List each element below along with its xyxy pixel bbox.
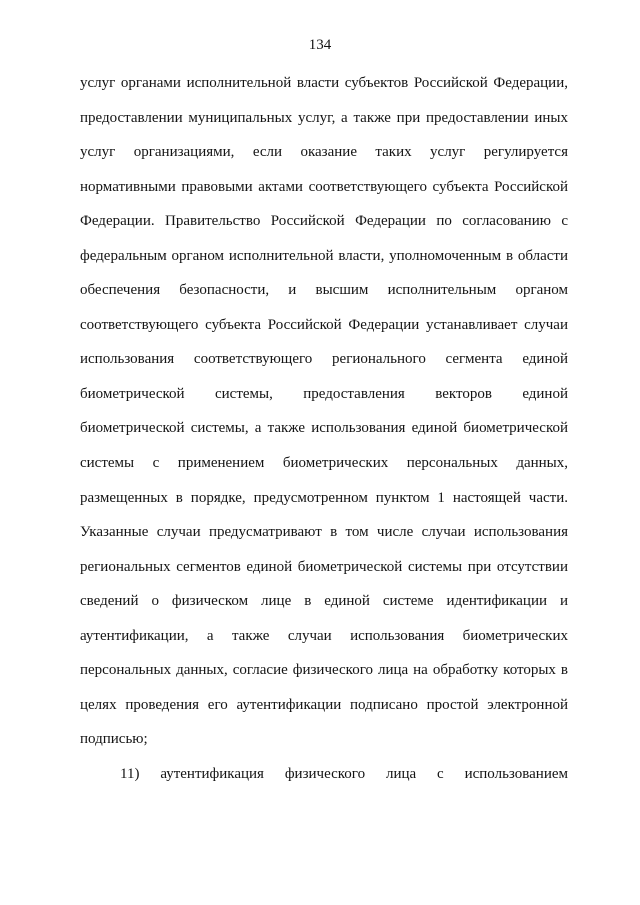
- text-line: услуг органами исполнительной власти субъектов Российской Федерации,: [80, 75, 568, 91]
- text-line: обеспечения безопасности, и высшим исполнительным органом: [80, 282, 568, 299]
- text-line: аутентификации, а также случаи использования биометрических: [80, 627, 568, 644]
- text-line: региональных сегментов единой биометрической системы при отсутствии: [80, 558, 568, 575]
- text-line: системы с применением биометрических персональных данных,: [80, 455, 568, 472]
- text-line: биометрической системы, а также использования единой биометрической: [80, 420, 568, 437]
- text-line: биометрической системы, предоставления векторов единой: [80, 385, 568, 402]
- text-line: федеральным органом исполнительной власти, уполномоченным в области: [80, 247, 568, 264]
- list-item-line: 11) аутентификация физического лица с использованием: [120, 765, 568, 782]
- text-line: размещенных в порядке, предусмотренном пунктом 1 настоящей части.: [80, 489, 568, 506]
- text-line: персональных данных, согласие физического лица на обработку которых в: [80, 662, 568, 679]
- text-line: соответствующего субъекта Российской Федерации устанавливает случаи: [80, 316, 568, 333]
- text-line: целях проведения его аутентификации подписано простой электронной: [80, 696, 568, 713]
- page-number: 134: [308, 37, 332, 53]
- text-line: услуг организациями, если оказание таких услуг регулируется: [80, 144, 568, 161]
- text-line: Федерации. Правительство Российской Федерации по согласованию с: [80, 213, 568, 230]
- text-line: нормативными правовыми актами соответствующего субъекта Российской: [80, 178, 568, 195]
- text-line: использования соответствующего регионального сегмента единой: [80, 351, 568, 368]
- paragraph-last-line: подписью;: [80, 731, 148, 748]
- text-line: сведений о физическом лице в единой системе идентификации и: [80, 593, 568, 610]
- text-line: предоставлении муниципальных услуг, а также при предоставлении иных: [80, 109, 568, 126]
- body-text: [80, 66, 568, 791]
- text-line: Указанные случаи предусматривают в том числе случаи использования: [80, 524, 568, 541]
